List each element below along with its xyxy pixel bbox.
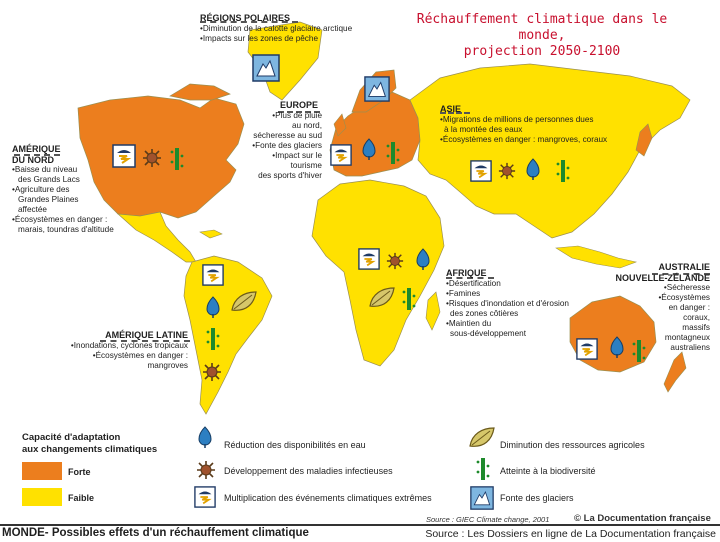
legend-title: [22, 432, 172, 456]
region-europe-item: •Impact sur le: [272, 150, 322, 160]
region-australie-head-1: AUSTRALIE: [658, 262, 710, 272]
legend-title-line-1: Capacité d'adaptation: [22, 432, 121, 443]
region-amerique-latine-item: mangroves: [147, 360, 188, 370]
region-amerique-nord-item: •Baisse du niveau: [12, 165, 78, 174]
region-afrique-item: •Risques d'inondation et d'érosion: [446, 298, 569, 308]
legend-title-line-2: aux changements climatiques: [22, 444, 158, 455]
legend-swatch-forte: [22, 462, 62, 480]
region-afrique-item: sous-développement: [450, 328, 527, 338]
land-new-zealand: [664, 352, 686, 392]
region-europe-item: sécheresse au sud: [253, 130, 322, 140]
legend-item-maladies: Développement des maladies infectieuses: [224, 466, 393, 476]
region-amerique-latine-head: AMÉRIQUE LATINE: [105, 330, 188, 340]
region-australie-item: coraux,: [683, 313, 710, 322]
region-asie-item: à la montée des eaux: [444, 124, 523, 134]
region-amerique-nord-item: •Agriculture des: [12, 185, 70, 194]
brand-credit: © La Documentation française: [574, 513, 711, 524]
virus-icon: [202, 362, 222, 382]
virus-icon: [196, 460, 216, 480]
legend-item-glaciers: Fonte des glaciers: [500, 493, 574, 503]
glacier-icon: [470, 486, 494, 510]
leaf-icon: [468, 426, 496, 450]
region-australie-item: en danger :: [668, 303, 710, 312]
biodiversity-icon: [402, 286, 416, 312]
region-asie-item: •Écosystèmes en danger : mangroves, coraux: [440, 134, 608, 144]
region-afrique-item: •Désertification: [446, 278, 501, 288]
region-asie-head: ASIE: [440, 104, 462, 114]
water-drop-icon: [416, 248, 430, 270]
region-afrique-item: •Maintien du: [446, 318, 492, 328]
legend-item-eau: Réduction des disponibilités en eau: [224, 440, 366, 450]
region-afrique-item: •Famines: [446, 288, 481, 298]
storm-icon: [358, 248, 380, 270]
region-australie-item: massifs: [682, 323, 710, 332]
region-amerique-nord-head-2: DU NORD: [12, 154, 54, 165]
virus-icon: [498, 162, 516, 180]
region-europe-item: tourisme: [290, 160, 322, 170]
map-title-line-1: Réchauffement climatique dans le monde,: [416, 12, 668, 43]
legend-item-agricoles: Diminution des ressources agricoles: [500, 440, 645, 450]
region-afrique-item: des zones côtières: [450, 308, 519, 318]
legend-label-forte: Forte: [68, 467, 91, 477]
region-europe-head: EUROPE: [280, 100, 319, 110]
biodiversity-icon: [556, 158, 570, 184]
region-amerique-nord-item: marais, toundras d'altitude: [18, 225, 114, 234]
legend-swatch-faible: [22, 488, 62, 506]
leaf-icon: [230, 290, 258, 314]
region-europe-item: •Fonte des glaciers: [252, 140, 322, 150]
region-amerique-nord-item: •Écosystèmes en danger :: [12, 215, 108, 224]
region-amerique-latine-item: •Écosystèmes en danger :: [92, 350, 188, 360]
footer-title: MONDE- Possibles effets d'un réchauffement climatique: [2, 527, 309, 539]
water-drop-icon: [526, 158, 540, 180]
biodiversity-icon: [632, 338, 646, 364]
region-polaires-item: •Diminution de la calotte glaciaire arctique: [200, 23, 353, 33]
legend-label-faible: Faible: [68, 493, 95, 503]
region-amerique-nord-head-1: AMÉRIQUE: [12, 144, 61, 154]
biodiversity-icon: [386, 140, 400, 166]
region-amerique-nord-item: Grandes Plaines: [18, 195, 79, 204]
glacier-icon: [364, 76, 390, 102]
region-europe-item: des sports d'hiver: [258, 170, 322, 180]
storm-icon: [112, 144, 136, 168]
storm-icon: [576, 338, 598, 360]
region-asie: [440, 104, 650, 145]
leaf-icon: [368, 286, 396, 310]
legend-item-evenements: Multiplication des événements climatiques extrêmes: [224, 493, 432, 503]
legend: [0, 420, 720, 528]
map-title-line-2: projection 2050-2100: [463, 44, 621, 59]
region-asie-item: •Migrations de millions de personnes dues: [440, 114, 594, 124]
region-polaires: [200, 13, 390, 44]
water-drop-icon: [206, 296, 220, 318]
water-drop-icon: [198, 426, 212, 448]
region-polaires-item: •Impacts sur les zones de pêche: [200, 33, 319, 43]
source-small: Source : GIEC Climate change, 2001: [426, 515, 550, 524]
storm-icon: [194, 486, 216, 508]
region-amerique-nord-item: des Grands Lacs: [18, 175, 80, 184]
biodiversity-icon: [476, 456, 490, 482]
region-europe-item: •Plus de pluie: [272, 110, 322, 120]
footer: [0, 524, 720, 542]
storm-icon: [470, 160, 492, 182]
region-afrique: [446, 268, 606, 339]
storm-icon: [330, 144, 352, 166]
region-europe-item: au nord,: [291, 120, 322, 130]
region-polaires-head: RÉGIONS POLAIRES: [200, 13, 291, 23]
region-amerique-nord-item: affectée: [18, 205, 47, 214]
region-australie-item: •Écosystèmes: [658, 293, 710, 302]
footer-source: Source : Les Dossiers en ligne de La Documentation française: [425, 528, 716, 540]
storm-icon: [202, 264, 224, 286]
map-title: [392, 12, 692, 60]
region-australie-item: •Sécheresse: [663, 283, 710, 292]
water-drop-icon: [610, 336, 624, 358]
virus-icon: [142, 148, 162, 168]
region-amerique-latine-item: •Inondations, cyclones tropicaux: [70, 340, 188, 350]
glacier-icon: [252, 54, 280, 82]
region-amerique-latine: [48, 330, 188, 371]
virus-icon: [386, 252, 404, 270]
land-asia: [410, 64, 690, 238]
biodiversity-icon: [206, 326, 220, 352]
land-canada-north: [170, 84, 230, 100]
region-australie-head-2: NOUVELLE-ZÉLANDE: [615, 272, 710, 283]
region-europe: [240, 100, 322, 181]
region-australie-item: australiens: [670, 343, 710, 352]
land-africa: [312, 180, 444, 366]
biodiversity-icon: [170, 146, 184, 172]
land-caribbean: [200, 230, 222, 238]
region-afrique-head: AFRIQUE: [446, 268, 487, 278]
legend-item-biodiversite: Atteinte à la biodiversité: [500, 466, 596, 476]
region-australie-item: montagneux: [664, 333, 710, 342]
land-south-america: [184, 256, 272, 414]
land-madagascar: [426, 292, 440, 330]
water-drop-icon: [362, 138, 376, 160]
